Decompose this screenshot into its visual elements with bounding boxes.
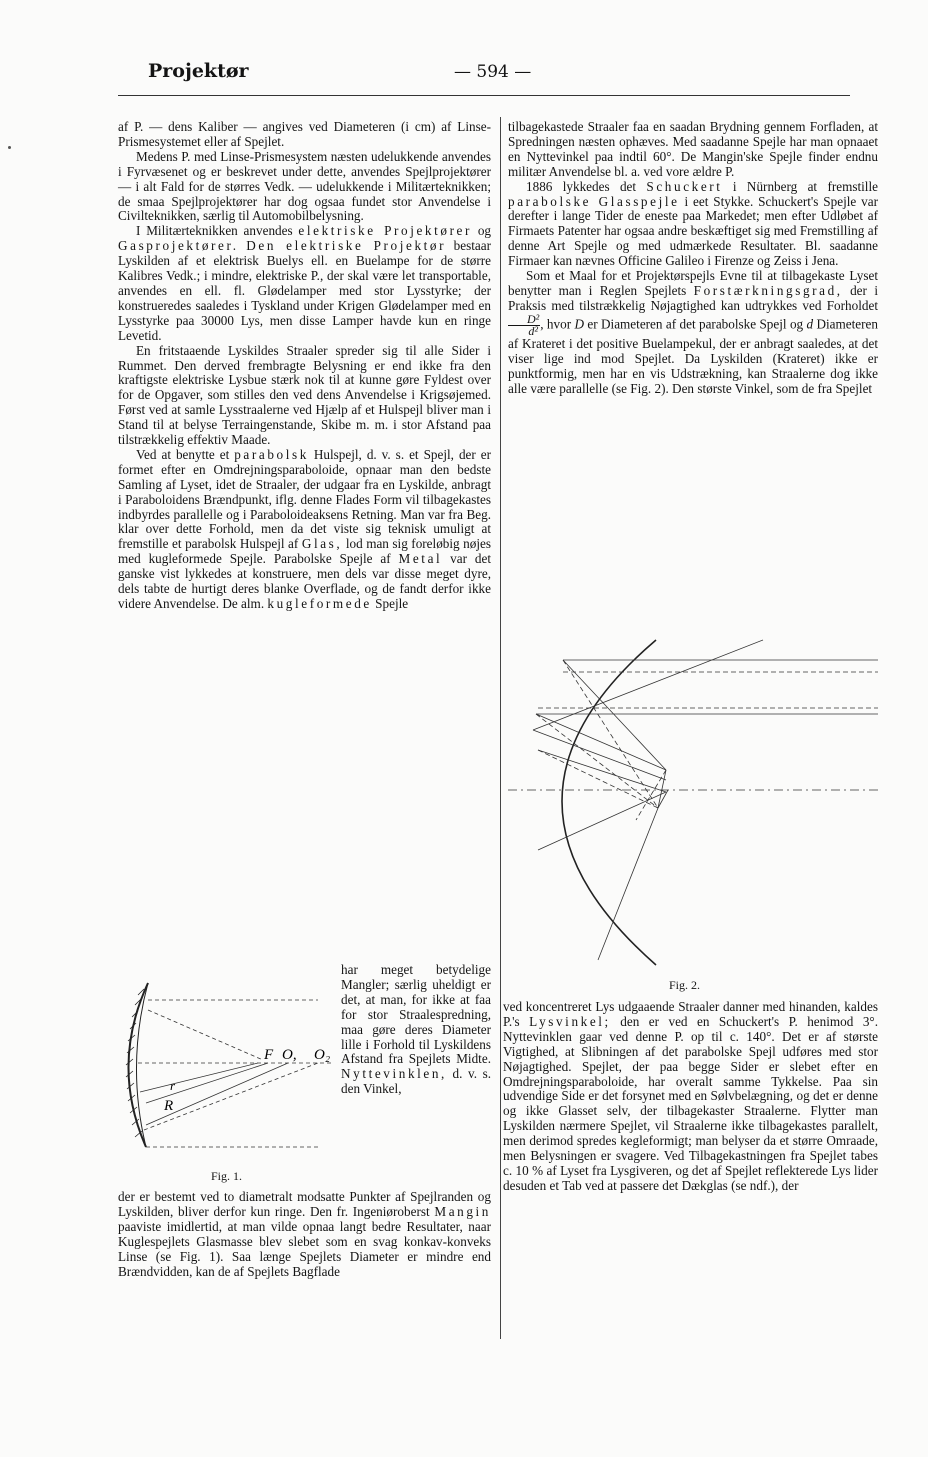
margin-mark <box>8 146 11 149</box>
label-R: R <box>164 1098 174 1114</box>
paragraph: af P. — dens Kaliber — angives ved Diameteren (i cm) af Linse-Prismesystemet eller af Spejlet. <box>118 119 491 149</box>
right-column-bottom <box>503 1000 878 1194</box>
paragraph: ved koncentreret Lys udgaaende Straaler danner med hinanden, kaldes P.'s Lysvinkel; den er ved en Schuckert's P. henimod 3°. Nyttevinklen gaar ved denne P. op til c. 140°. Det er af største Vigtighed, at Slibningen af det parabolske Spejl udføres med stor Nøjagtighed. Spejlet, der paa begge Sider er slebet efter en Omdrejningsparaboloide, har overalt samme Tykkelse. Paa sin udvendige Side er det forsynet med en Sølvbelægning, og det er denne og ikke Glasset selv, der tilbagekaster Straalerne. Flytter man Lyskilden nærmere Spejlet, vil Straalerne ikke tilbagekastes parallelt, men derimod spredes kegleformigt; man belyser da et større Omraade, men Belysningen er svagere. Ved Tilbagekastningen fra Spejlet tabes c. 10 % af Lyset fra Lysgiveren, og det af Spejlet reflekterede Lys lider desuden et Tab ved at passere det Dækglas (se ndf.), der <box>503 999 878 1193</box>
paragraph: Ved at benytte et parabolsk Hulspejl, d. v. s. et Spejl, der er formet efter en Omdrejningsparaboloide, opnaar man den bedste Samling af Lyset, idet de Straaler, der udgaar fra en Lyskilde, anbragt i Paraboloidens Brændpunkt, iflg. denne Flades Form vil tilbagekastes indbyrdes parallelle og i Paraboloideaksens Retning. Man var fra Beg. klar over dette Forhold, men da det viste sig teknisk umuligt at fremstille et parabolsk Hulspejl af Glas, lod man sig foreløbig nøjes med kugleformede Spejle. Parabolske Spejle af Metal var det ganske vist lykkedes at konstruere, men dels var disse meget dyre, dels tabte de hurtigt deres blanke Overflade, og de fandt derfor ikke videre Anvendelse. De alm. kugleformede Spejle <box>118 446 491 611</box>
column-divider <box>500 117 501 1339</box>
paragraph: Medens P. med Linse-Prismesystem næsten udelukkende anvendes i Fyrvæsenet og er beskrevet under dette, anvendes Spejlprojektører — i alt Fald for de størres Vedk. — udelukkende i Militærteknikken; de smaa Spejlprojektører har dog ogsaa fundet stor Anvendelse i Civilteknikken, særlig til Automobilbelysning. <box>118 148 491 224</box>
label-O: O, <box>282 1047 297 1063</box>
label-O2: O₂ <box>314 1047 331 1063</box>
paragraph: I Militærteknikken anvendes elektriske Projektører og Gasprojektører. Den elektriske Projektør bestaar Lyskilden af et elektrisk Buelys ell. en Buelampe for de større Kalibres Vedk.; i mindre, elektriske P., der skal være let transportable, anvendes en ell. fl. Glødelamper med stor Lysstyrke; der konstrueredes saaledes i Tyskland under Krigen Glødelamper med en Lysstyrke paa 30000 Lys, men disse Lamper havde kun en ringe Levetid. <box>118 223 492 343</box>
left-column <box>118 120 491 612</box>
right-column <box>508 120 878 396</box>
figure-1-diagram <box>118 975 340 1195</box>
figure-1-side-text: har meget betydelige Mangler; særlig uheldigt er det, at man, for ikke at faa for stor Straalespredning, maa gøre deres Diameter lille i Forhold til Lyskildens Afstand fra Spejlets Midte. Nyttevinklen, d. v. s. den Vinkel, <box>341 962 491 1097</box>
paragraph: En fritstaaende Lyskildes Straaler spreder sig til alle Sider i Rummet. Den derved frembragte Belysning er end ikke fra den kraftigste elektriske Lysbue stærk nok til at kunne gøre Fyldest over for de Opgaver, som stilles den ved dens Anvendelse i Krigsøjemed. Først ved at samle Lysstraalerne ved Hjælp af et Hulspejl bliver man i Stand til at belyse Terraingenstande, Skibe m. m. i stor Afstand paa tilstrækkelig effektiv Maade. <box>118 342 491 448</box>
paragraph: 1886 lykkedes det Schuckert i Nürnberg at fremstille parabolske Glasspejle i eet Stykke. Schuckert's Spejle var derefter i lange Tider de eneste paa Markedet; men efter Udløbet af Firmaets Patenter har ogsaa andre beskæftiget sig med Fremstilling af denne Art Spejle og med udmærkede Resultater. Bl. saadanne Firmaer kan nævnes Officine Galileo i Firenze og Zeiss i Jena. <box>508 178 878 269</box>
paragraph: tilbagekastede Straaler faa en saadan Brydning gennem Forfladen, at Spredningen næsten ophæves. Med saadanne Spejle har man opnaaet en Nyttevinkel paa indtil 60°. De Mangin'ske Spejle finder endnu militær Anvendelse bl. a. ved vore ældre P. <box>508 119 878 179</box>
left-column-bottom: der er bestemt ved to diametralt modsatte Punkter af Spejlranden og Lyskilden, bliver derfor kun ringe. Den fr. Ingeniøroberst Mangin paaviste imidlertid, at man vilde opnaa langt bedre Resultater, naar Kuglespejlets Glasmasse blev slebet som en svag konkav-konveks Linse (se Fig. 1). Saa længe Spejlets Diameter er mindre end Brændvidden, kan de af Spejlets Bagflade <box>118 1189 491 1279</box>
figure-2-diagram <box>508 630 878 975</box>
figure-2-caption: Fig. 2. <box>669 978 701 992</box>
figure-1-caption: Fig. 1. <box>211 1169 243 1183</box>
header-rule <box>118 95 850 96</box>
label-r: r <box>170 1078 176 1093</box>
paragraph: Som et Maal for et Projektørspejls Evne til at tilbagekaste Lyset benytter man i Reglen Spejlets Forstærkningsgrad, der i Praksis med tilstrækkelig Nøjagtighed kan udtrykkes ved Forholdet $\frac{\text{D²}}{\text{d²}}$ , hvor D er Diameteren af det parabolske Spejl og d Diameteren af Krateret i det positive Buelampekul, der er anbragt saaledes, at det viser lige ind mod Spejlet. Da Lyskilden (Krateret) ikke er punktformig, men har en vis Udstrækning, kan Straalerne dog ikke alle være parallelle (se Fig. 2). Den største Vinkel, som de fra Spejlet <box>508 268 878 396</box>
fraction: $\frac{\text{D²}}{\text{d²}}$ <box>508 314 540 337</box>
page-number: — 594 — <box>454 62 532 82</box>
page-header <box>148 60 850 88</box>
label-F: F <box>264 1047 274 1063</box>
page-title: Projektør <box>148 60 249 82</box>
